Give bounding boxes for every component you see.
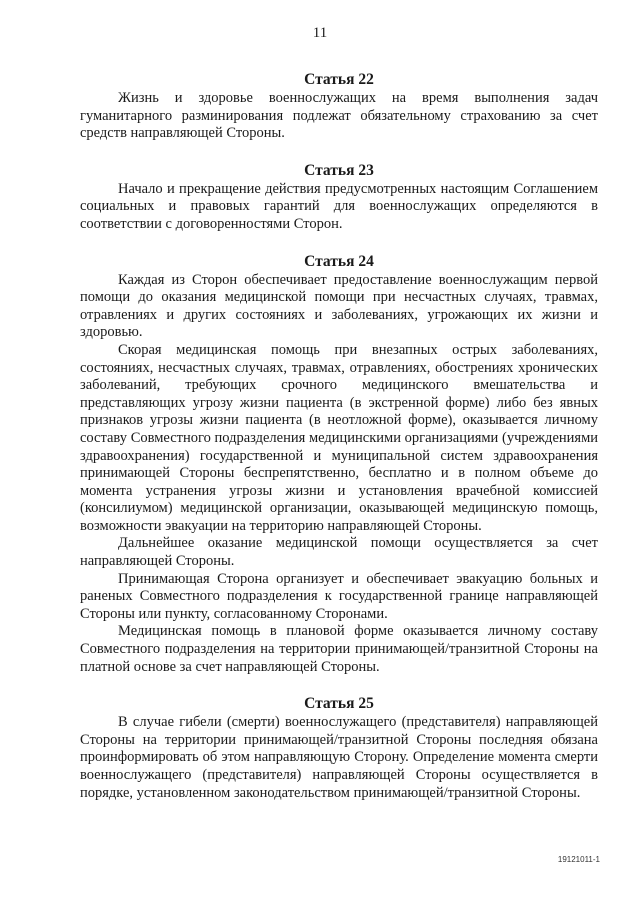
article-paragraph: Каждая из Сторон обеспечивает предоставление военнослужащим первой помощи до оказания медицинской помощи при несчастных случаях, травмах, отравлениях и других состояниях и заболеваниях, угрожающих их жизни и здоровью. [80,271,598,341]
article-25 [80,694,598,802]
document-body [80,70,598,802]
article-paragraph: Жизнь и здоровье военнослужащих на время выполнения задач гуманитарного разминирования подлежат обязательному страхованию за счет средств направляющей Стороны. [80,90,598,142]
article-title: Статья 24 [304,252,374,270]
article-paragraph: Медицинская помощь в плановой форме оказывается личному составу Совместного подразделения на территории принимающей/транзитной Стороны на платной основе за счет направляющей Стороны. [80,623,598,675]
article-23 [80,161,598,234]
article-paragraph: В случае гибели (смерти) военнослужащего (представителя) направляющей Стороны на территории принимающей/транзитной Стороны последняя обязана проинформировать об этом направляющую Сторону. Определение момента смерти военнослужащего (представителя) направляющей Стороны осуществляется в порядке, установленном законодательством принимающей/транзитной Стороны. [80,714,598,801]
article-title: Статья 25 [304,695,374,713]
article-title: Статья 23 [304,161,374,179]
article-24 [80,252,598,677]
article-title: Статья 22 [304,71,374,88]
article-paragraph: Дальнейшее оказание медицинской помощи осуществляется за счет направляющей Стороны. [80,535,598,570]
page-number: 11 [312,25,328,41]
document-code: 19121011-1 [557,855,600,864]
article-paragraph: Принимающая Сторона организует и обеспечивает эвакуацию больных и раненых Совместного подразделения к государственной границе направляющей Стороны или пункту, согласованному Сторонами. [80,570,598,622]
article-paragraph: Начало и прекращение действия предусмотренных настоящим Соглашением социальных и правовых гарантий для военнослужащих определяются в соответствии с договоренностями Сторон. [80,180,598,232]
article-22 [80,70,598,143]
article-paragraph: Скорая медицинская помощь при внезапных острых заболеваниях, состояниях, несчастных случаях, травмах, отравлениях, обострениях хронических заболеваний, требующих срочного медицинского вмешательства и представляющих угрозу жизни пациента (в экстренной форме) либо без явных признаков угрозы жизни пациента (в неотложной форме), оказывается личному составу Совместного подразделения медицинскими организациями (учреждениями здравоохранения) государственной и муниципальной систем здравоохранения принимающей Стороны беспрепятственно, бесплатно и в полном объеме до момента устранения угрозы жизни и установления врачебной комиссией (консилиумом) медицинской организации, оказывающей медицинскую помощь, возможности эвакуации на территорию направляющей Стороны. [80,341,598,534]
